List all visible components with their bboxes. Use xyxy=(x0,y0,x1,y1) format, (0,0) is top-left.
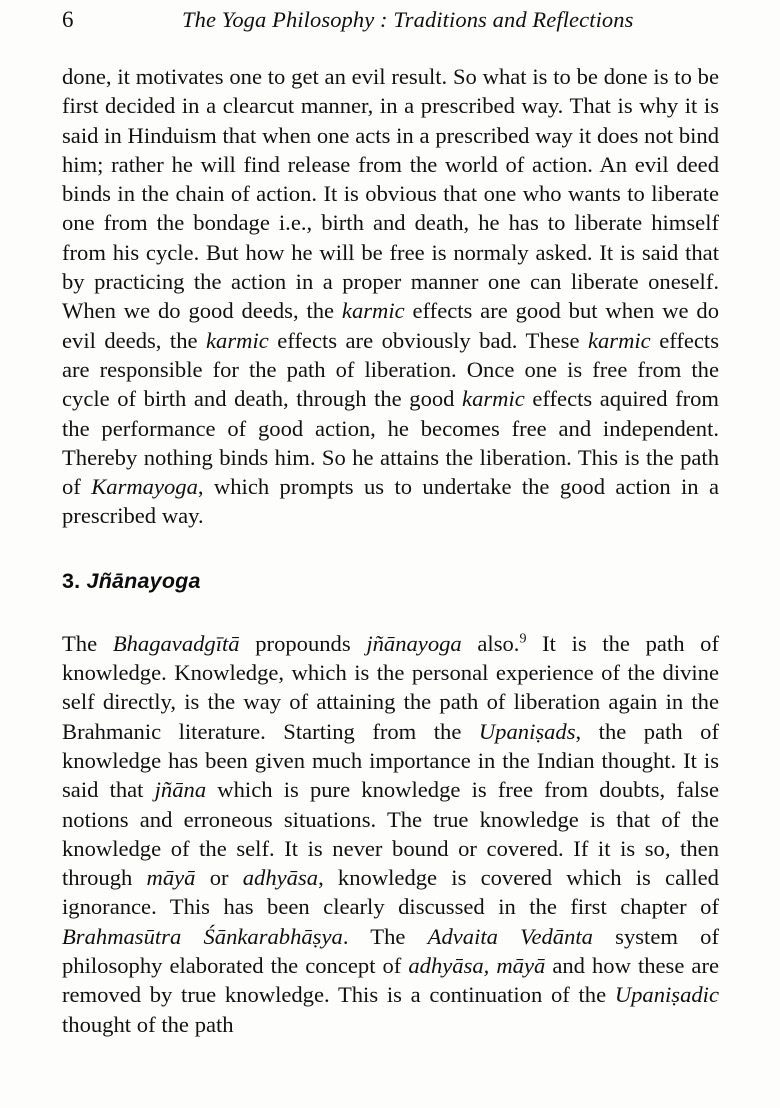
term-adhyasa-1: adhyāsa xyxy=(242,865,319,891)
paragraph-karmayoga xyxy=(62,62,719,531)
term-upanisadic: Upaniṣadic xyxy=(614,982,719,1008)
term-karmayoga: Karmayoga xyxy=(91,474,198,500)
par2-seg-5: , the path of knowledge has been given much importance in the Indian thought. It is said that xyxy=(62,718,719,803)
spacer-after-heading xyxy=(62,594,719,629)
page-number: 6 xyxy=(62,7,74,32)
par1-seg-6: , which prompts us to undertake the good action in a prescribed way. xyxy=(62,474,719,529)
section-term: Jñānayoga xyxy=(86,568,201,593)
term-adhyasa-maya: adhyāsa, māyā xyxy=(408,953,546,979)
par1-seg-2: effects are good but when we do evil deeds, the xyxy=(62,298,719,353)
par2-seg-2: propounds xyxy=(239,630,367,656)
par2-seg-4: It is the path of knowledge. Knowledge, which is the personal experience of the divine self directly, is the way of attaining the path of liberation again in the Brahmanic literature. Starting from the xyxy=(62,630,719,744)
term-karmic-3: karmic xyxy=(587,327,651,353)
par2-seg-8: , knowledge is covered which is called ignorance. This has been clearly discussed in the first chapter of xyxy=(62,865,719,920)
par2-seg-7: or xyxy=(195,865,243,891)
footnote-marker-9: 9 xyxy=(519,631,527,647)
par2-seg-9: . The xyxy=(342,923,428,949)
term-karmic-4: karmic xyxy=(462,386,525,412)
par1-seg-5: effects aquired from the performance of good action, he becomes free and independent. Thereby nothing binds him. So he attains the liberation. This is the path of xyxy=(62,386,719,500)
term-karmic-2: karmic xyxy=(206,327,269,353)
par1-seg-3: effects are obviously bad. These xyxy=(268,327,588,353)
text-block xyxy=(62,62,719,1039)
par2-seg-6: which is pure knowledge is free from doubts, false notions and erroneous situations. The true knowledge is that of the knowledge of the self. It is never bound or covered. If it is so, then through xyxy=(62,777,720,891)
running-title: The Yoga Philosophy : Traditions and Reflections xyxy=(182,7,634,32)
par1-seg-4: effects are responsible for the path of liberation. Once one is free from the cycle of birth and death, through the good xyxy=(62,327,719,412)
par1-seg-1: done, it motivates one to get an evil result. So what is to be done is to be first decided in a clearcut manner, in a prescribed way. That is why it is said in Hinduism that when one acts in a prescribed way it does not bind him; rather he will find release from the world of action. An evil deed binds in the chain of action. It is obvious that one who wants to liberate one from the bondage i.e., birth and death, he has to liberate himself from his cycle. But how he will be free is normaly asked. It is said that by practicing the action in a proper manner one can liberate oneself. When we do good deeds, the xyxy=(62,64,719,324)
par2-seg-3: also. xyxy=(461,630,520,656)
par2-seg-1: The xyxy=(62,630,113,656)
term-advaita-vedanta: Advaita Vedānta xyxy=(427,923,593,949)
term-maya-1: māyā xyxy=(146,865,196,891)
spacer-before-heading xyxy=(62,531,719,568)
term-jnana: jñāna xyxy=(154,777,207,803)
term-karmic-1: karmic xyxy=(341,298,405,324)
term-brahmasutra-sankarabhasya: Brahmasūtra Śānkarabhāṣya xyxy=(62,923,343,949)
running-head xyxy=(62,6,720,40)
term-upanisads: Upaniṣads xyxy=(478,718,576,744)
term-bhagavadgita: Bhagavadgītā xyxy=(112,630,240,656)
par2-seg-11: and how these are removed by true knowledge. This is a continuation of the xyxy=(62,953,719,1008)
term-jnanayoga: jñānayoga xyxy=(366,630,462,656)
paragraph-jnanayoga xyxy=(62,629,719,1039)
section-heading-jnanayoga xyxy=(62,568,719,594)
par2-seg-10: system of philosophy elaborated the concept of xyxy=(62,923,719,979)
section-number: 3. xyxy=(62,568,81,593)
par2-seg-12: thought of the path xyxy=(62,1011,234,1037)
